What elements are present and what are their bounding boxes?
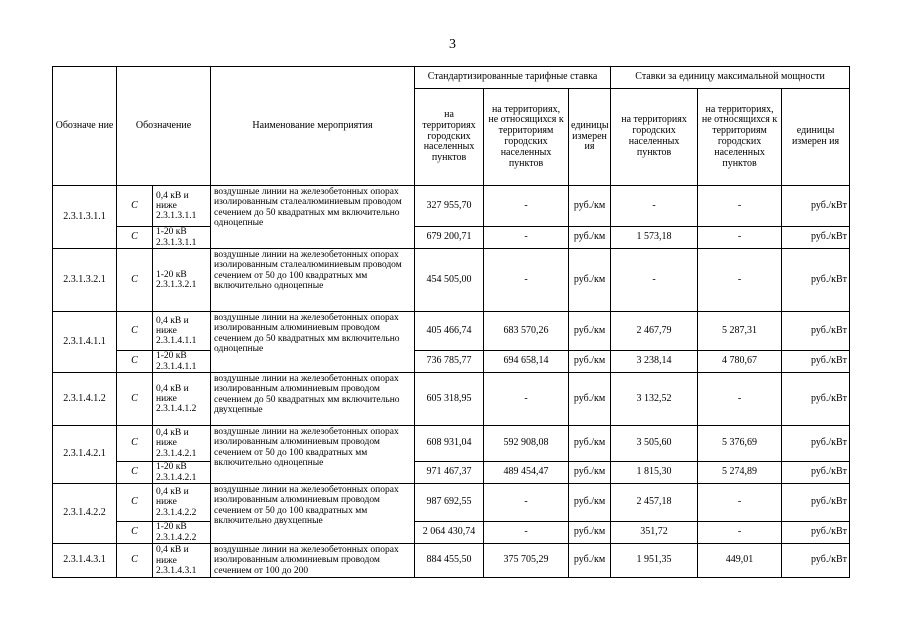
cell-power-urban: 2 467,79 — [611, 312, 698, 351]
cell-power-unit: руб./кВт — [782, 462, 850, 484]
cell-urban: 987 692,55 — [415, 484, 484, 522]
row-mark: С — [117, 186, 153, 227]
row-mark: С — [117, 462, 153, 484]
header-power-urban: на территориях городских населенных пунктов — [611, 89, 698, 186]
row-code: 2.3.1.3.2.1 — [53, 249, 117, 312]
cell-power-unit: руб./кВт — [782, 426, 850, 462]
cell-power-unit: руб./кВт — [782, 186, 850, 227]
cell-unit: руб./км — [569, 426, 611, 462]
row-subdesignation: 1-20 кВ 2.3.1.4.2.1 — [153, 462, 211, 484]
cell-power-non-urban: 449,01 — [698, 544, 782, 578]
table-row — [53, 227, 850, 249]
cell-unit: руб./км — [569, 351, 611, 373]
cell-power-non-urban: - — [698, 373, 782, 426]
cell-power-urban: 1 951,35 — [611, 544, 698, 578]
header-group-std: Стандартизированные тарифные ставка — [415, 67, 611, 89]
row-subdesignation: 1-20 кВ 2.3.1.4.1.1 — [153, 351, 211, 373]
cell-urban: 327 955,70 — [415, 186, 484, 227]
cell-urban: 736 785,77 — [415, 351, 484, 373]
row-subdesignation: 1-20 кВ 2.3.1.4.2.2 — [153, 522, 211, 544]
row-subdesignation: 1-20 кВ 2.3.1.3.1.1 — [153, 227, 211, 249]
row-subdesignation: 0,4 кВ и ниже 2.3.1.4.1.2 — [153, 373, 211, 426]
cell-non-urban: - — [484, 249, 569, 312]
header-power-non-urban: на территориях, не относящихся к территориям городских населенных пунктов — [698, 89, 782, 186]
row-description: воздушные линии на железобетонных опорах изолированным алюминиевым проводом сечением от 100 до 200 — [211, 544, 415, 578]
cell-power-urban: 2 457,18 — [611, 484, 698, 522]
cell-non-urban: - — [484, 373, 569, 426]
table-row — [53, 249, 850, 312]
cell-power-urban: - — [611, 186, 698, 227]
cell-power-non-urban: 4 780,67 — [698, 351, 782, 373]
cell-power-unit: руб./кВт — [782, 522, 850, 544]
cell-power-unit: руб./кВт — [782, 249, 850, 312]
tariff-table — [52, 66, 850, 578]
cell-power-non-urban: - — [698, 186, 782, 227]
row-code: 2.3.1.4.2.2 — [53, 484, 117, 544]
table-row — [53, 351, 850, 373]
row-description: воздушные линии на железобетонных опорах изолированным алюминиевым проводом сечением от 50 до 100 квадратных мм включительно одноцепные — [211, 426, 415, 484]
cell-power-non-urban: - — [698, 227, 782, 249]
table-row — [53, 373, 850, 426]
row-description: воздушные линии на железобетонных опорах изолированным алюминиевым проводом сечением до 50 квадратных мм включительно одноцепные — [211, 312, 415, 373]
cell-non-urban: 375 705,29 — [484, 544, 569, 578]
header-power-unit: единицы измерен ия — [782, 89, 850, 186]
cell-non-urban: - — [484, 522, 569, 544]
cell-urban: 608 931,04 — [415, 426, 484, 462]
row-code: 2.3.1.4.3.1 — [53, 544, 117, 578]
cell-power-urban: 3 505,60 — [611, 426, 698, 462]
cell-power-urban: 1 815,30 — [611, 462, 698, 484]
cell-urban: 971 467,37 — [415, 462, 484, 484]
row-code: 2.3.1.4.1.1 — [53, 312, 117, 373]
cell-power-non-urban: - — [698, 522, 782, 544]
cell-non-urban: 489 454,47 — [484, 462, 569, 484]
cell-urban: 679 200,71 — [415, 227, 484, 249]
table-row — [53, 544, 850, 578]
cell-urban: 454 505,00 — [415, 249, 484, 312]
cell-urban: 2 064 430,74 — [415, 522, 484, 544]
row-code: 2.3.1.4.1.2 — [53, 373, 117, 426]
row-mark: С — [117, 522, 153, 544]
table-row — [53, 484, 850, 522]
cell-power-non-urban: 5 274,89 — [698, 462, 782, 484]
cell-power-non-urban: - — [698, 249, 782, 312]
table-row — [53, 462, 850, 484]
row-mark: С — [117, 227, 153, 249]
table-row — [53, 522, 850, 544]
cell-power-unit: руб./кВт — [782, 484, 850, 522]
row-subdesignation: 0,4 кВ и ниже 2.3.1.4.2.2 — [153, 484, 211, 522]
row-subdesignation: 0,4 кВ и ниже 2.3.1.4.1.1 — [153, 312, 211, 351]
row-mark: С — [117, 249, 153, 312]
cell-unit: руб./км — [569, 186, 611, 227]
row-description: воздушные линии на железобетонных опорах изолированным сталеалюминиевым проводом сечением до 50 квадратных мм включительно одноцепные — [211, 186, 415, 249]
cell-power-urban: - — [611, 249, 698, 312]
table-row — [53, 186, 850, 227]
header-group-power: Ставки за единицу максимальной мощности — [611, 67, 850, 89]
row-mark: С — [117, 373, 153, 426]
cell-unit: руб./км — [569, 484, 611, 522]
row-code: 2.3.1.4.2.1 — [53, 426, 117, 484]
cell-non-urban: - — [484, 186, 569, 227]
cell-power-urban: 3 132,52 — [611, 373, 698, 426]
cell-unit: руб./км — [569, 373, 611, 426]
cell-power-urban: 3 238,14 — [611, 351, 698, 373]
cell-non-urban: - — [484, 484, 569, 522]
cell-urban: 405 466,74 — [415, 312, 484, 351]
row-mark: С — [117, 544, 153, 578]
cell-non-urban: 592 908,08 — [484, 426, 569, 462]
row-subdesignation: 0,4 кВ и ниже 2.3.1.4.2.1 — [153, 426, 211, 462]
row-mark: С — [117, 484, 153, 522]
header-designation: Обозначение — [117, 67, 211, 186]
cell-unit: руб./км — [569, 522, 611, 544]
cell-unit: руб./км — [569, 462, 611, 484]
cell-urban: 884 455,50 — [415, 544, 484, 578]
cell-unit: руб./км — [569, 312, 611, 351]
row-subdesignation: 1-20 кВ 2.3.1.3.2.1 — [153, 249, 211, 312]
cell-unit: руб./км — [569, 249, 611, 312]
cell-power-unit: руб./кВт — [782, 227, 850, 249]
row-subdesignation: 0,4 кВ и ниже 2.3.1.4.3.1 — [153, 544, 211, 578]
row-mark: С — [117, 426, 153, 462]
cell-power-non-urban: 5 287,31 — [698, 312, 782, 351]
row-description: воздушные линии на железобетонных опорах изолированным алюминиевым проводом сечением от 50 до 100 квадратных мм включительно двухцепные — [211, 484, 415, 544]
cell-unit: руб./км — [569, 227, 611, 249]
cell-power-urban: 1 573,18 — [611, 227, 698, 249]
header-name: Наименование мероприятия — [211, 67, 415, 186]
cell-power-non-urban: - — [698, 484, 782, 522]
cell-power-unit: руб./кВт — [782, 544, 850, 578]
cell-power-urban: 351,72 — [611, 522, 698, 544]
row-mark: С — [117, 312, 153, 351]
row-subdesignation: 0,4 кВ и ниже 2.3.1.3.1.1 — [153, 186, 211, 227]
cell-power-unit: руб./кВт — [782, 351, 850, 373]
row-description: воздушные линии на железобетонных опорах изолированным сталеалюминиевым проводом сечением от 50 до 100 квадратных мм включительно одноцепные — [211, 249, 415, 312]
cell-power-non-urban: 5 376,69 — [698, 426, 782, 462]
table-row — [53, 312, 850, 351]
header-urban: на территориях городских населенных пунктов — [415, 89, 484, 186]
header-unit: единицы измерен ия — [569, 89, 611, 186]
table-row — [53, 426, 850, 462]
header-non-urban: на территориях, не относящихся к территориям городских населенных пунктов — [484, 89, 569, 186]
cell-non-urban: 694 658,14 — [484, 351, 569, 373]
cell-urban: 605 318,95 — [415, 373, 484, 426]
cell-non-urban: - — [484, 227, 569, 249]
row-description: воздушные линии на железобетонных опорах изолированным алюминиевым проводом сечением до 50 квадратных мм включительно двухцепные — [211, 373, 415, 426]
cell-power-unit: руб./кВт — [782, 312, 850, 351]
cell-non-urban: 683 570,26 — [484, 312, 569, 351]
row-mark: С — [117, 351, 153, 373]
cell-unit: руб./км — [569, 544, 611, 578]
page-number: 3 — [449, 37, 456, 52]
header-code: Обозначе ние — [53, 67, 117, 186]
cell-power-unit: руб./кВт — [782, 373, 850, 426]
row-code: 2.3.1.3.1.1 — [53, 186, 117, 249]
